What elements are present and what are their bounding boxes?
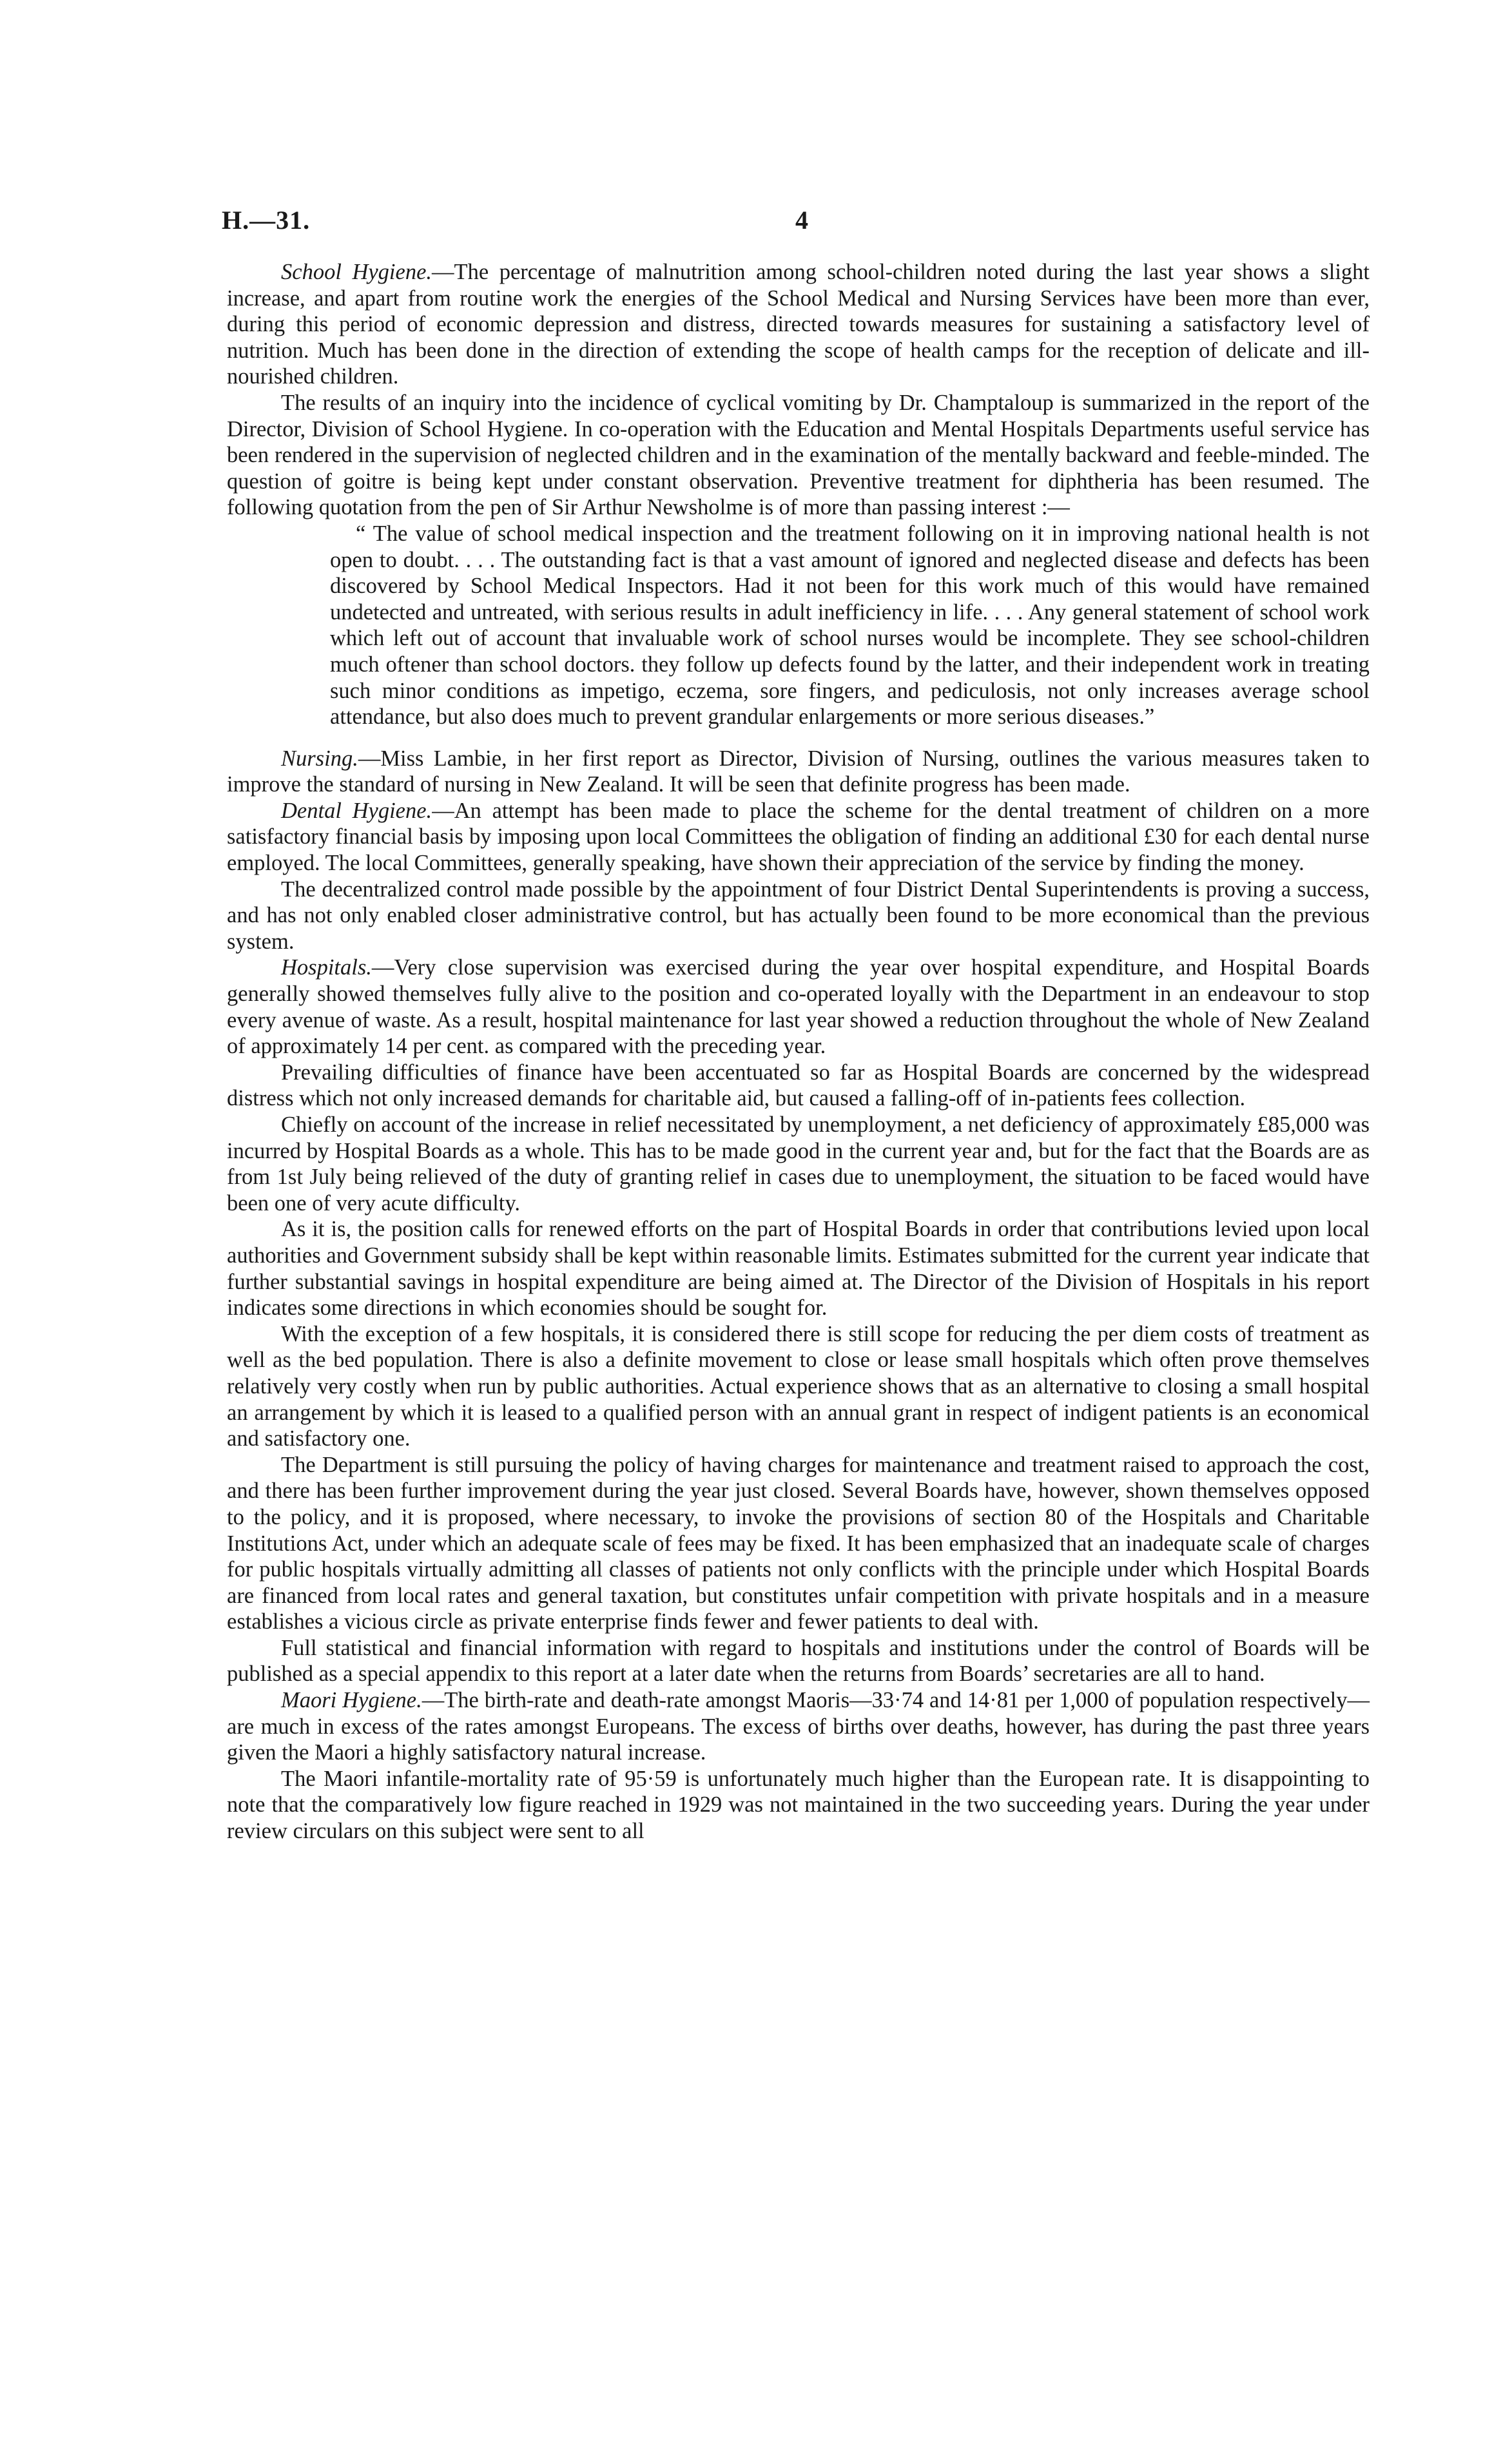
paragraph [227, 1060, 1370, 1112]
paragraph-text: Prevailing difficulties of finance have been accentuated so far as Hospital Boards are concerned by the widespread distress which not only increased demands for charitable aid, but caused a falling-off of in-patients fees collection. [227, 1060, 1370, 1111]
quote-text: “ The value of school medical inspection and the treatment following on it in improving national health is not open to doubt. . . . The outstanding fact is that a vast amount of ignored and neglected disease and defects has been discovered by School Medical Inspectors. Had it not been for this work much of this would have remained undetected and untreated, with serious results in adult inefficiency in life. . . . Any general statement of school work which left out of account that invaluable work of school nurses would be incomplete. They see school-children much oftener than school doctors. they follow up defects found by the latter, and their independent work in treating such minor conditions as impetigo, eczema, sore fingers, and pediculosis, not only increases average school attendance, but also does much to prevent grandular enlargements or more serious diseases.” [330, 521, 1370, 730]
paragraph-text: —Miss Lambie, in her first report as Director, Division of Nursing, outlines the various measures taken to improve the standard of nursing in New Zealand. It will be seen that definite progress has been made. [227, 746, 1370, 797]
block-quote [330, 521, 1370, 730]
paragraph-text: —An attempt has been made to place the scheme for the dental treatment of children on a more satisfactory financial basis by imposing upon local Committees the obligation of finding an additional £30 for each dental nurse employed. The local Committees, generally speaking, have shown their appreciation of the service by finding the money. [227, 798, 1370, 876]
paragraph-text: —The percentage of malnutrition among school-children noted during the last year shows a slight increase, and apart from routine work the energies of the School Medical and Nursing Services have been more than ever, during this period of economic depression and distress, directed towards measures for sustaining a satisfactory level of nutrition. Much has been done in the direction of extending the scope of health camps for the reception of delicate and ill-nourished children. [227, 260, 1370, 389]
report-reference: H.—31. [222, 206, 311, 235]
paragraph [227, 1452, 1370, 1635]
paragraph-text: The Department is still pursuing the policy of having charges for maintenance and treatment raised to approach the cost, and there has been further improvement during the year just closed. Several Boards have, however, shown themselves opposed to the policy, and it is proposed, where necessary, to invoke the provisions of section 80 of the Hospitals and Charitable Institutions Act, under which an adequate scale of fees may be fixed. It has been emphasized that an inadequate scale of charges for public hospitals virtually admitting all classes of patients not only conflicts with the principle under which Hospital Boards are financed from local rates and general taxation, but constitutes unfair competition with private hospitals and in a measure establishes a vicious circle as private enterprise finds fewer and fewer patients to deal with. [227, 1452, 1370, 1634]
paragraph [227, 1766, 1370, 1845]
run-in-heading: Maori Hygiene. [281, 1688, 422, 1713]
paragraph-maori-hygiene [227, 1687, 1370, 1766]
paragraph [227, 390, 1370, 521]
paragraph-hospitals [227, 955, 1370, 1059]
paragraph-text: As it is, the position calls for renewed efforts on the part of Hospital Boards in order that contributions levied upon local authorities and Government subsidy shall be kept within reasonable limits. Estimates submitted for the current year indicate that further substantial savings in hospital expenditure are being aimed at. The Director of the Division of Hospitals in his report indicates some directions in which economies should be sought for. [227, 1217, 1370, 1321]
paragraph-text: With the exception of a few hospitals, it is considered there is still scope for reducing the per diem costs of treatment as well as the bed population. There is also a definite movement to close or lease small hospitals which often prove themselves relatively very costly when run by public authorities. Actual experience shows that as an alternative to closing a small hospital an arrangement by which it is leased to a qualified person with an annual grant in respect of indigent patients is an economical and satisfactory one. [227, 1321, 1370, 1451]
paragraph-text: Chiefly on account of the increase in relief necessitated by unemployment, a net deficiency of approximately £85,000 was incurred by Hospital Boards as a whole. This has to be made good in the current year and, but for the fact that the Boards are as from 1st July being relieved of the duty of granting relief in cases due to unemployment, the situation to be faced would have been one of very acute difficulty. [227, 1112, 1370, 1216]
paragraph [227, 1216, 1370, 1321]
paragraph [227, 1635, 1370, 1687]
paragraph-text: The results of an inquiry into the incidence of cyclical vomiting by Dr. Champtaloup is summarized in the report of the Director, Division of School Hygiene. In co-operation with the Education and Mental Hospitals Departments useful service has been rendered in the supervision of neglected children and in the examination of the mentally backward and feeble-minded. The question of goitre is being kept under constant observation. Preventive treatment for diphtheria has been resumed. The following quotation from the pen of Sir Arthur Newsholme is of more than passing interest :— [227, 390, 1370, 520]
run-in-heading: Hospitals. [281, 955, 372, 980]
paragraph [227, 1112, 1370, 1216]
run-in-heading: Nursing. [281, 746, 358, 771]
paragraph-nursing [227, 746, 1370, 798]
paragraph-school-hygiene [227, 259, 1370, 390]
paragraph [227, 877, 1370, 955]
paragraph-dental-hygiene [227, 798, 1370, 877]
paragraph-text: The decentralized control made possible by the appointment of four District Dental Superintendents is proving a success, and has not only enabled closer administrative control, but has actually been found to be more economical than the previous system. [227, 877, 1370, 954]
body-text [227, 259, 1370, 1845]
paragraph-text: —The birth-rate and death-rate amongst Maoris—33·74 and 14·81 per 1,000 of population respectively—are much in excess of the rates amongst Europeans. The excess of births over deaths, however, has during the past three years given the Maori a highly satisfactory natural increase. [227, 1688, 1370, 1765]
paragraph-text: Full statistical and financial information with regard to hospitals and institutions under the control of Boards will be published as a special appendix to this report at a later date when the returns from Boards’ secretaries are all to hand. [227, 1635, 1370, 1687]
paragraph [227, 1321, 1370, 1452]
run-in-heading: Dental Hygiene. [281, 798, 432, 823]
page-number: 4 [795, 206, 808, 235]
page-header [222, 205, 1375, 244]
paragraph-text: The Maori infantile-mortality rate of 95·59 is unfortunately much higher than the European rate. It is disappointing to note that the comparatively low figure reached in 1929 was not maintained in the two succeeding years. During the year under review circulars on this subject were sent to all [227, 1766, 1370, 1844]
run-in-heading: School Hygiene. [281, 260, 432, 284]
paragraph-text: —Very close supervision was exercised during the year over hospital expenditure, and Hospital Boards generally showed themselves fully alive to the position and co-operated loyally with the Department in an endeavour to stop every avenue of waste. As a result, hospital maintenance for last year showed a reduction throughout the whole of New Zealand of approximately 14 per cent. as compared with the preceding year. [227, 955, 1370, 1059]
